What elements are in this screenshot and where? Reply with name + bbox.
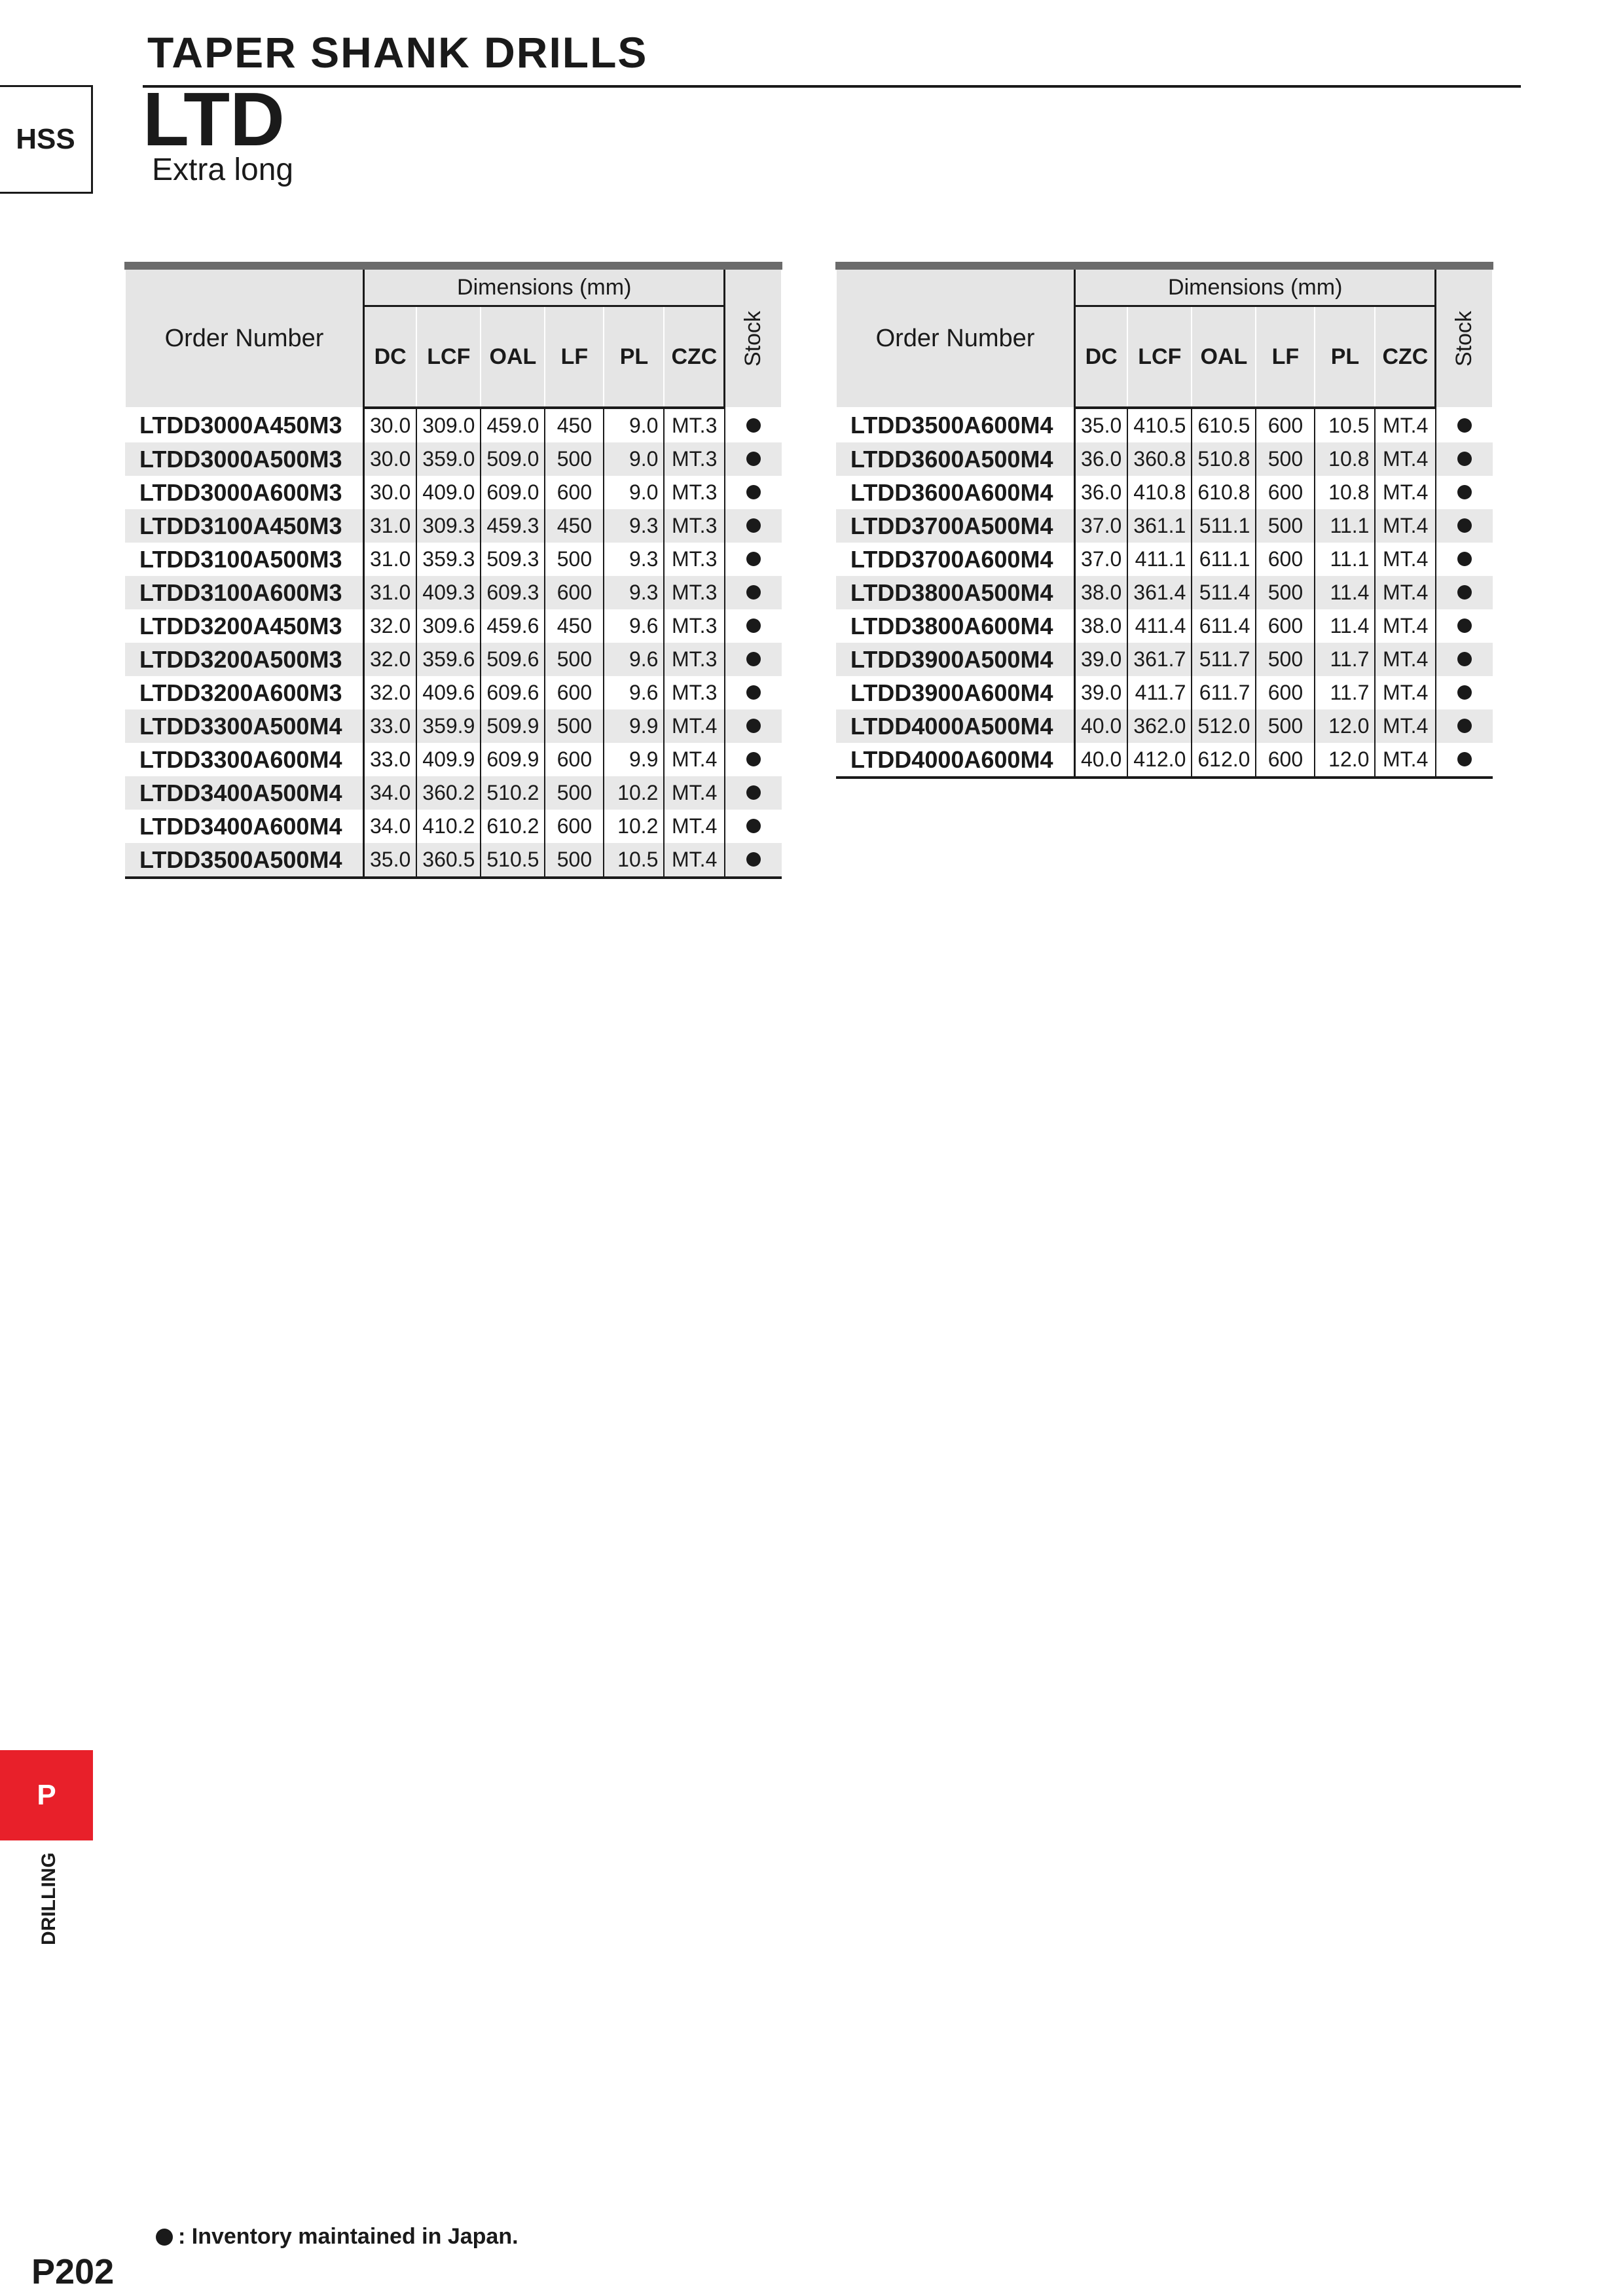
lcf-cell: 362.0 — [1127, 709, 1192, 743]
czc-cell: MT.4 — [664, 743, 725, 776]
oal-cell: 610.2 — [481, 810, 545, 843]
czc-cell: MT.4 — [664, 709, 725, 743]
czc-cell: MT.4 — [1375, 576, 1436, 609]
dc-cell: 38.0 — [1075, 609, 1128, 643]
stock-legend — [156, 2224, 519, 2250]
stock-cell — [1436, 576, 1493, 609]
dc-cell: 30.0 — [364, 442, 417, 476]
order-number-cell: LTDD3400A600M4 — [125, 810, 364, 843]
header-pl: PL — [604, 306, 664, 408]
pl-cell: 9.9 — [604, 743, 664, 776]
stock-cell — [725, 643, 782, 676]
pl-cell: 11.7 — [1315, 676, 1375, 709]
table-row — [125, 843, 782, 878]
header-oal: OAL — [481, 306, 545, 408]
stock-dot-icon — [746, 785, 761, 800]
lcf-cell: 409.9 — [416, 743, 481, 776]
stock-dot-icon — [746, 418, 761, 433]
oal-cell: 611.1 — [1192, 543, 1256, 576]
table-row — [125, 509, 782, 543]
czc-cell: MT.4 — [1375, 543, 1436, 576]
stock-dot-icon — [1457, 685, 1472, 700]
oal-cell: 609.9 — [481, 743, 545, 776]
dc-cell: 34.0 — [364, 776, 417, 810]
header-dc: DC — [1075, 306, 1128, 408]
header-lcf: LCF — [1127, 306, 1192, 408]
dc-cell: 37.0 — [1075, 509, 1128, 543]
pl-cell: 9.0 — [604, 408, 664, 442]
oal-cell: 609.0 — [481, 476, 545, 509]
header-stock — [1436, 266, 1493, 408]
stock-dot-icon — [746, 685, 761, 700]
lf-cell: 600 — [545, 476, 604, 509]
stock-dot-icon — [746, 819, 761, 833]
lf-cell: 500 — [545, 442, 604, 476]
czc-cell: MT.4 — [664, 810, 725, 843]
stock-cell — [1436, 609, 1493, 643]
category-tab-hss: HSS — [0, 85, 93, 194]
header-lf: LF — [545, 306, 604, 408]
dc-cell: 30.0 — [364, 476, 417, 509]
stock-dot-icon — [746, 852, 761, 867]
oal-cell: 609.6 — [481, 676, 545, 709]
dc-cell: 30.0 — [364, 408, 417, 442]
pl-cell: 9.3 — [604, 543, 664, 576]
stock-cell — [1436, 676, 1493, 709]
dc-cell: 39.0 — [1075, 676, 1128, 709]
lf-cell: 600 — [1256, 476, 1315, 509]
dc-cell: 38.0 — [1075, 576, 1128, 609]
header-oal: OAL — [1192, 306, 1256, 408]
dc-cell: 33.0 — [364, 709, 417, 743]
order-number-cell: LTDD3300A500M4 — [125, 709, 364, 743]
table-row — [836, 576, 1493, 609]
table-row — [125, 609, 782, 643]
czc-cell: MT.4 — [1375, 476, 1436, 509]
header-dimensions: Dimensions (mm) — [1075, 266, 1436, 306]
table-row — [836, 476, 1493, 509]
lf-cell: 500 — [1256, 509, 1315, 543]
stock-cell — [725, 476, 782, 509]
pl-cell: 9.0 — [604, 442, 664, 476]
dc-cell: 32.0 — [364, 643, 417, 676]
header-order-number: Order Number — [836, 266, 1075, 408]
oal-cell: 612.0 — [1192, 743, 1256, 778]
lf-cell: 500 — [545, 843, 604, 878]
stock-cell — [725, 676, 782, 709]
lcf-cell: 411.4 — [1127, 609, 1192, 643]
lf-cell: 500 — [545, 643, 604, 676]
stock-cell — [725, 743, 782, 776]
table-row — [836, 743, 1493, 778]
order-number-cell: LTDD3000A500M3 — [125, 442, 364, 476]
stock-cell — [725, 576, 782, 609]
order-number-cell: LTDD3700A500M4 — [836, 509, 1075, 543]
series-name: LTD — [143, 77, 285, 162]
dc-cell: 36.0 — [1075, 476, 1128, 509]
dc-cell: 31.0 — [364, 576, 417, 609]
pl-cell: 11.4 — [1315, 609, 1375, 643]
czc-cell: MT.3 — [664, 509, 725, 543]
stock-cell — [725, 442, 782, 476]
lcf-cell: 410.2 — [416, 810, 481, 843]
dc-cell: 32.0 — [364, 676, 417, 709]
stock-dot-icon — [746, 552, 761, 566]
lcf-cell: 409.6 — [416, 676, 481, 709]
czc-cell: MT.4 — [1375, 408, 1436, 442]
czc-cell: MT.4 — [1375, 676, 1436, 709]
lf-cell: 600 — [1256, 609, 1315, 643]
order-number-cell: LTDD3900A500M4 — [836, 643, 1075, 676]
lf-cell: 600 — [1256, 676, 1315, 709]
table-row — [836, 643, 1493, 676]
czc-cell: MT.3 — [664, 543, 725, 576]
czc-cell: MT.3 — [664, 476, 725, 509]
lf-cell: 600 — [545, 810, 604, 843]
lcf-cell: 412.0 — [1127, 743, 1192, 778]
pl-cell: 9.6 — [604, 609, 664, 643]
stock-dot-icon — [746, 518, 761, 533]
stock-dot-icon — [156, 2229, 173, 2246]
oal-cell: 511.7 — [1192, 643, 1256, 676]
table-row — [125, 543, 782, 576]
lf-cell: 500 — [1256, 442, 1315, 476]
oal-cell: 509.6 — [481, 643, 545, 676]
dc-cell: 37.0 — [1075, 543, 1128, 576]
czc-cell: MT.4 — [1375, 609, 1436, 643]
header-stock-label: Stock — [740, 310, 766, 367]
oal-cell: 509.3 — [481, 543, 545, 576]
header-dc: DC — [364, 306, 417, 408]
lcf-cell: 309.3 — [416, 509, 481, 543]
pl-cell: 9.6 — [604, 643, 664, 676]
dc-cell: 32.0 — [364, 609, 417, 643]
stock-cell — [725, 776, 782, 810]
oal-cell: 510.8 — [1192, 442, 1256, 476]
order-number-cell: LTDD3700A600M4 — [836, 543, 1075, 576]
czc-cell: MT.4 — [1375, 709, 1436, 743]
czc-cell: MT.4 — [1375, 643, 1436, 676]
pl-cell: 9.0 — [604, 476, 664, 509]
stock-dot-icon — [1457, 518, 1472, 533]
table-row — [125, 576, 782, 609]
pl-cell: 10.2 — [604, 776, 664, 810]
order-number-cell: LTDD3500A500M4 — [125, 843, 364, 878]
oal-cell: 510.2 — [481, 776, 545, 810]
header-czc: CZC — [1375, 306, 1436, 408]
stock-cell — [725, 843, 782, 878]
header-rule — [143, 85, 1521, 88]
stock-cell — [1436, 476, 1493, 509]
lf-cell: 500 — [545, 709, 604, 743]
lcf-cell: 360.5 — [416, 843, 481, 878]
lcf-cell: 410.8 — [1127, 476, 1192, 509]
oal-cell: 509.0 — [481, 442, 545, 476]
pl-cell: 11.4 — [1315, 576, 1375, 609]
order-number-cell: LTDD3800A500M4 — [836, 576, 1075, 609]
table-row — [125, 810, 782, 843]
table-row — [836, 509, 1493, 543]
lcf-cell: 359.3 — [416, 543, 481, 576]
czc-cell: MT.4 — [1375, 442, 1436, 476]
stock-cell — [1436, 643, 1493, 676]
lcf-cell: 309.6 — [416, 609, 481, 643]
lcf-cell: 410.5 — [1127, 408, 1192, 442]
table-row — [125, 442, 782, 476]
spec-table-right — [835, 262, 1493, 779]
page-number: P202 — [31, 2252, 115, 2291]
stock-cell — [725, 509, 782, 543]
table-row — [125, 408, 782, 442]
stock-dot-icon — [1457, 719, 1472, 733]
stock-dot-icon — [746, 452, 761, 466]
lf-cell: 450 — [545, 609, 604, 643]
oal-cell: 610.8 — [1192, 476, 1256, 509]
oal-cell: 611.7 — [1192, 676, 1256, 709]
table-row — [836, 408, 1493, 442]
series-subtitle: Extra long — [152, 152, 294, 187]
section-label-drilling: DRILLING — [38, 1852, 60, 1945]
order-number-cell: LTDD3600A600M4 — [836, 476, 1075, 509]
stock-cell — [1436, 709, 1493, 743]
lcf-cell: 360.8 — [1127, 442, 1192, 476]
dc-cell: 40.0 — [1075, 743, 1128, 778]
pl-cell: 11.1 — [1315, 543, 1375, 576]
order-number-cell: LTDD3300A600M4 — [125, 743, 364, 776]
lf-cell: 450 — [545, 408, 604, 442]
lcf-cell: 360.2 — [416, 776, 481, 810]
table-row — [125, 476, 782, 509]
pl-cell: 12.0 — [1315, 709, 1375, 743]
stock-cell — [1436, 408, 1493, 442]
dc-cell: 35.0 — [364, 843, 417, 878]
stock-cell — [725, 543, 782, 576]
dc-cell: 36.0 — [1075, 442, 1128, 476]
table-row — [125, 743, 782, 776]
dc-cell: 31.0 — [364, 509, 417, 543]
oal-cell: 610.5 — [1192, 408, 1256, 442]
dc-cell: 39.0 — [1075, 643, 1128, 676]
lcf-cell: 411.7 — [1127, 676, 1192, 709]
lf-cell: 600 — [545, 676, 604, 709]
stock-cell — [725, 408, 782, 442]
header-czc: CZC — [664, 306, 725, 408]
lcf-cell: 361.1 — [1127, 509, 1192, 543]
stock-dot-icon — [1457, 418, 1472, 433]
order-number-cell: LTDD3100A500M3 — [125, 543, 364, 576]
stock-cell — [1436, 442, 1493, 476]
table-row — [125, 709, 782, 743]
order-number-cell: LTDD3000A600M3 — [125, 476, 364, 509]
oal-cell: 510.5 — [481, 843, 545, 878]
lcf-cell: 309.0 — [416, 408, 481, 442]
stock-dot-icon — [1457, 752, 1472, 766]
stock-dot-icon — [1457, 552, 1472, 566]
order-number-cell: LTDD3000A450M3 — [125, 408, 364, 442]
lcf-cell: 359.9 — [416, 709, 481, 743]
stock-cell — [1436, 509, 1493, 543]
lcf-cell: 361.7 — [1127, 643, 1192, 676]
oal-cell: 509.9 — [481, 709, 545, 743]
table-row — [836, 442, 1493, 476]
lf-cell: 500 — [1256, 643, 1315, 676]
dc-cell: 35.0 — [1075, 408, 1128, 442]
stock-legend-text: : Inventory maintained in Japan. — [178, 2224, 519, 2249]
oal-cell: 459.6 — [481, 609, 545, 643]
stock-cell — [725, 609, 782, 643]
pl-cell: 9.9 — [604, 709, 664, 743]
czc-cell: MT.4 — [1375, 743, 1436, 778]
oal-cell: 459.0 — [481, 408, 545, 442]
stock-dot-icon — [746, 619, 761, 633]
oal-cell: 459.3 — [481, 509, 545, 543]
lcf-cell: 411.1 — [1127, 543, 1192, 576]
lf-cell: 600 — [1256, 543, 1315, 576]
order-number-cell: LTDD3400A500M4 — [125, 776, 364, 810]
stock-cell — [1436, 543, 1493, 576]
table-row — [836, 676, 1493, 709]
order-number-cell: LTDD3100A450M3 — [125, 509, 364, 543]
lf-cell: 500 — [1256, 709, 1315, 743]
oal-cell: 512.0 — [1192, 709, 1256, 743]
table-row — [836, 709, 1493, 743]
czc-cell: MT.3 — [664, 576, 725, 609]
czc-cell: MT.4 — [1375, 509, 1436, 543]
oal-cell: 511.1 — [1192, 509, 1256, 543]
stock-dot-icon — [1457, 652, 1472, 666]
dc-cell: 33.0 — [364, 743, 417, 776]
table-row — [125, 776, 782, 810]
dc-cell: 31.0 — [364, 543, 417, 576]
order-number-cell: LTDD3200A450M3 — [125, 609, 364, 643]
lf-cell: 600 — [545, 576, 604, 609]
order-number-cell: LTDD4000A500M4 — [836, 709, 1075, 743]
pl-cell: 11.7 — [1315, 643, 1375, 676]
pl-cell: 10.2 — [604, 810, 664, 843]
lf-cell: 500 — [545, 776, 604, 810]
pl-cell: 10.5 — [604, 843, 664, 878]
order-number-cell: LTDD3200A600M3 — [125, 676, 364, 709]
stock-dot-icon — [746, 652, 761, 666]
stock-dot-icon — [746, 485, 761, 499]
table-row — [125, 643, 782, 676]
czc-cell: MT.4 — [664, 843, 725, 878]
header-lf: LF — [1256, 306, 1315, 408]
header-pl: PL — [1315, 306, 1375, 408]
stock-dot-icon — [746, 752, 761, 766]
lcf-cell: 359.6 — [416, 643, 481, 676]
stock-dot-icon — [746, 719, 761, 733]
order-number-cell: LTDD3500A600M4 — [836, 408, 1075, 442]
pl-cell: 10.8 — [1315, 476, 1375, 509]
lcf-cell: 359.0 — [416, 442, 481, 476]
order-number-cell: LTDD3800A600M4 — [836, 609, 1075, 643]
lf-cell: 500 — [545, 543, 604, 576]
page-title: TAPER SHANK DRILLS — [147, 28, 648, 77]
pl-cell: 9.6 — [604, 676, 664, 709]
czc-cell: MT.3 — [664, 643, 725, 676]
table-row — [125, 676, 782, 709]
stock-cell — [725, 810, 782, 843]
lcf-cell: 409.3 — [416, 576, 481, 609]
oal-cell: 511.4 — [1192, 576, 1256, 609]
pl-cell: 12.0 — [1315, 743, 1375, 778]
oal-cell: 611.4 — [1192, 609, 1256, 643]
lf-cell: 600 — [1256, 743, 1315, 778]
lf-cell: 450 — [545, 509, 604, 543]
order-number-cell: LTDD3100A600M3 — [125, 576, 364, 609]
header-stock — [725, 266, 782, 408]
pl-cell: 10.5 — [1315, 408, 1375, 442]
order-number-cell: LTDD4000A600M4 — [836, 743, 1075, 778]
stock-dot-icon — [1457, 485, 1472, 499]
lf-cell: 500 — [1256, 576, 1315, 609]
czc-cell: MT.3 — [664, 609, 725, 643]
pl-cell: 9.3 — [604, 509, 664, 543]
header-dimensions: Dimensions (mm) — [364, 266, 725, 306]
pl-cell: 9.3 — [604, 576, 664, 609]
stock-cell — [1436, 743, 1493, 778]
order-number-cell: LTDD3900A600M4 — [836, 676, 1075, 709]
stock-dot-icon — [1457, 585, 1472, 600]
table-row — [836, 609, 1493, 643]
order-number-cell: LTDD3600A500M4 — [836, 442, 1075, 476]
pl-cell: 11.1 — [1315, 509, 1375, 543]
header-order-number: Order Number — [125, 266, 364, 408]
czc-cell: MT.3 — [664, 408, 725, 442]
stock-cell — [725, 709, 782, 743]
table-row — [836, 543, 1493, 576]
spec-table-left — [124, 262, 782, 879]
stock-dot-icon — [1457, 619, 1472, 633]
header-lcf: LCF — [416, 306, 481, 408]
czc-cell: MT.3 — [664, 442, 725, 476]
lf-cell: 600 — [545, 743, 604, 776]
order-number-cell: LTDD3200A500M3 — [125, 643, 364, 676]
section-tab-p: P — [0, 1750, 93, 1840]
lf-cell: 600 — [1256, 408, 1315, 442]
pl-cell: 10.8 — [1315, 442, 1375, 476]
dc-cell: 40.0 — [1075, 709, 1128, 743]
oal-cell: 609.3 — [481, 576, 545, 609]
dc-cell: 34.0 — [364, 810, 417, 843]
stock-dot-icon — [1457, 452, 1472, 466]
lcf-cell: 409.0 — [416, 476, 481, 509]
stock-dot-icon — [746, 585, 761, 600]
czc-cell: MT.4 — [664, 776, 725, 810]
header-stock-label: Stock — [1451, 310, 1477, 367]
lcf-cell: 361.4 — [1127, 576, 1192, 609]
czc-cell: MT.3 — [664, 676, 725, 709]
